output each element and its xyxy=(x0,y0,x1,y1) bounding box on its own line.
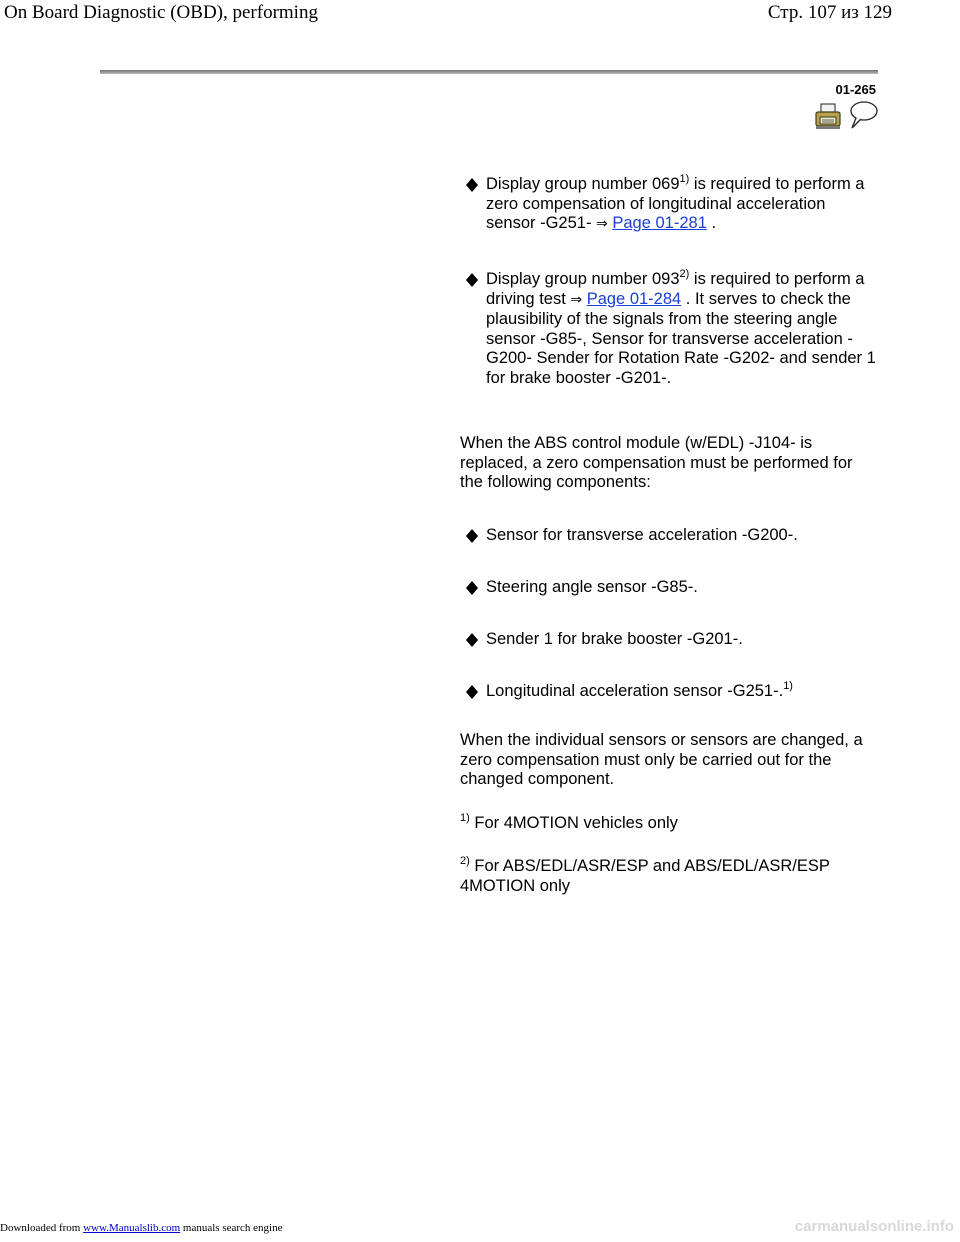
component-label: Sender 1 for brake booster -G201-. xyxy=(486,630,743,648)
component-label: Longitudinal acceleration sensor -G251-. xyxy=(486,682,784,700)
page-code: 01-265 xyxy=(835,82,876,97)
arrow-icon: ⇒ xyxy=(596,216,608,232)
header-rule xyxy=(100,70,878,74)
diamond-bullet-icon xyxy=(466,529,478,543)
footnote-mark: 1) xyxy=(460,812,470,824)
bullet-display-group-069 xyxy=(466,175,878,235)
page-link-01-284[interactable]: Page 01-284 xyxy=(586,289,682,308)
component-item xyxy=(466,526,878,546)
print-icon[interactable] xyxy=(814,102,844,132)
diamond-bullet-icon xyxy=(466,633,478,647)
comment-balloon-icon[interactable] xyxy=(846,100,880,132)
paragraph-individual-sensors: When the individual sensors or sensors are changed, a zero compensation must only be carried out for the changed component. xyxy=(460,731,863,788)
bullet1-text-a: Display group number 069 xyxy=(486,175,680,193)
diamond-bullet-icon xyxy=(466,685,478,699)
bullet1-text-b: is required to perform a zero compensation of longitudinal acceleration sensor -G251- xyxy=(486,175,865,232)
manualslib-link[interactable]: www.Manualslib.com xyxy=(83,1222,181,1234)
download-footer xyxy=(0,1222,282,1234)
footer-suffix: manuals search engine xyxy=(180,1222,283,1234)
footnote-ref: 1) xyxy=(783,680,793,692)
footnote-1 xyxy=(460,814,880,834)
component-item xyxy=(466,630,878,650)
bullet2-text-c: . It serves to check the plausibility of the signals from the steering angle sensor -G85-, Sensor for transverse acceleration -G200- Sender for Rotation Rate -G202- and sender 1 for brake booster -G201-. xyxy=(486,289,876,387)
diamond-bullet-icon xyxy=(466,178,478,192)
footnote-text: For 4MOTION vehicles only xyxy=(469,814,678,832)
bullet2-text-b: is required to perform a driving test xyxy=(486,270,865,308)
bullet1-text-c: . xyxy=(706,214,717,232)
diamond-bullet-icon xyxy=(466,273,478,287)
bullet2-text-a: Display group number 093 xyxy=(486,270,680,288)
component-item xyxy=(466,578,878,598)
component-label: Steering angle sensor -G85-. xyxy=(486,578,698,596)
footnote-2 xyxy=(460,857,880,896)
paragraph-abs-replacement: When the ABS control module (w/EDL) -J104- is replaced, a zero compensation must be performed for the following components: xyxy=(460,434,853,491)
footnote-ref: 2) xyxy=(679,268,690,280)
component-label: Sensor for transverse acceleration -G200-. xyxy=(486,526,798,544)
footnote-ref: 1) xyxy=(679,173,690,185)
page-counter: Стр. 107 из 129 xyxy=(767,2,892,23)
footnote-mark: 2) xyxy=(460,855,470,867)
diamond-bullet-icon xyxy=(466,581,478,595)
footnote-text: For ABS/EDL/ASR/ESP and ABS/EDL/ASR/ESP 4MOTION only xyxy=(460,857,830,895)
component-item xyxy=(466,682,878,702)
arrow-icon: ⇒ xyxy=(570,291,583,308)
watermark: carmanualsonline.info xyxy=(794,1218,954,1235)
bullet-display-group-093 xyxy=(466,270,878,388)
toolbar-icons xyxy=(814,100,880,132)
document-title: On Board Diagnostic (OBD), performing xyxy=(4,2,318,23)
page-link-01-281[interactable]: Page 01-281 xyxy=(612,214,707,232)
footer-prefix: Downloaded from xyxy=(0,1222,84,1234)
